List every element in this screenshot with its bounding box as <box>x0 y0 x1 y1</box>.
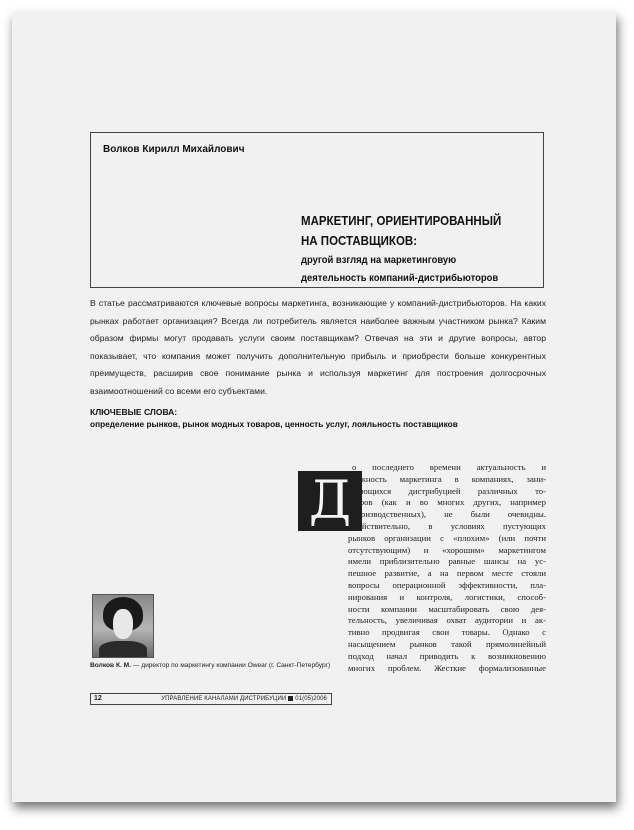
page <box>12 12 616 802</box>
square-icon <box>288 696 293 701</box>
journal-name: УПРАВЛЕНИЕ КАНАЛАМИ ДИСТРИБУЦИИ <box>161 696 287 702</box>
drop-cap: Д <box>298 471 362 531</box>
body-line: пешное развитие, а на первом месте стояли <box>348 568 546 579</box>
page-number: 12 <box>94 695 102 702</box>
body-line: варов (как и во многих других, например <box>352 497 546 508</box>
body-line: тивно продвигая свои товары. Однако с <box>348 627 546 638</box>
title-line-1: МАРКЕТИНГ, ОРИЕНТИРОВАННЫЙ <box>301 214 502 228</box>
body-line: Действительно, в условиях пустующих <box>352 520 546 531</box>
subtitle-line-1: другой взгляд на маркетинговую <box>301 254 457 266</box>
body-line: ности компании масштабировать свою дея- <box>348 603 546 614</box>
body-line: отсутствующим) и «хорошим» маркетингом <box>348 544 546 555</box>
body-line: нирования и контроля, логистики, способ- <box>348 591 546 602</box>
body-line: производственных), не были очевидны. <box>352 509 546 520</box>
body-line: насыщением рынков такой прямолинейный <box>348 638 546 649</box>
keywords-title: КЛЮЧЕВЫЕ СЛОВА: <box>90 407 178 417</box>
journal-info <box>161 694 327 704</box>
body-line: имели приблизительно равные шансы на ус- <box>348 556 546 567</box>
body-line: важность маркетинга в компаниях, зани- <box>352 473 546 484</box>
abstract: В статье рассматриваются ключевые вопросы маркетинга, возникающие у компаний-дистрибьюторов. На каких рынках работает организация? Всегда ли потребитель является наиболее важным участником рынка? Каким образом фирмы могут продавать услуги своим поставщикам? Отвечая на эти и другие вопросы, автор показывает, что компания может получить дополнительную прибыль и приобрести больше конкурентных преимуществ, расширив свое понимание рынка и используя маркетинг для построения долгосрочных взаимоотношений со всеми его субъектами. <box>90 298 546 396</box>
body-line: подход начал приводить к возникновению <box>348 650 546 661</box>
caption-text: — директор по маркетингу компании Owear (г. Санкт-Петербург) <box>130 662 331 669</box>
author-name: Волков Кирилл Михайлович <box>103 144 245 155</box>
journal-issue: 01(05)2006 <box>295 696 327 702</box>
page-footer <box>90 693 332 705</box>
subtitle-line-2: деятельность компаний-дистрибьюторов <box>301 272 499 284</box>
body-line: рынков организации с «плохим» (или почти <box>348 532 546 543</box>
body-text <box>348 462 546 674</box>
keywords-text: определение рынков, рынок модных товаров, ценность услуг, лояльность поставщиков <box>90 419 458 429</box>
body-line: о последнего времени актуальность и <box>352 462 546 472</box>
body-line: многих проблем. Жесткие формализованные <box>348 662 546 673</box>
body-line: тельность, увеличивая охват аудитории и ак- <box>348 615 546 626</box>
article-header-box <box>90 132 544 288</box>
author-photo <box>92 594 154 658</box>
title-line-2: НА ПОСТАВЩИКОВ: <box>301 234 418 248</box>
caption-name: Волков К. М. <box>90 662 131 669</box>
photo-caption <box>90 662 330 669</box>
body-line: мающихся дистрибуцией различных то- <box>352 485 546 496</box>
article-title <box>301 211 541 287</box>
body-line: вопросы операционной эффективности, пла- <box>348 579 546 590</box>
